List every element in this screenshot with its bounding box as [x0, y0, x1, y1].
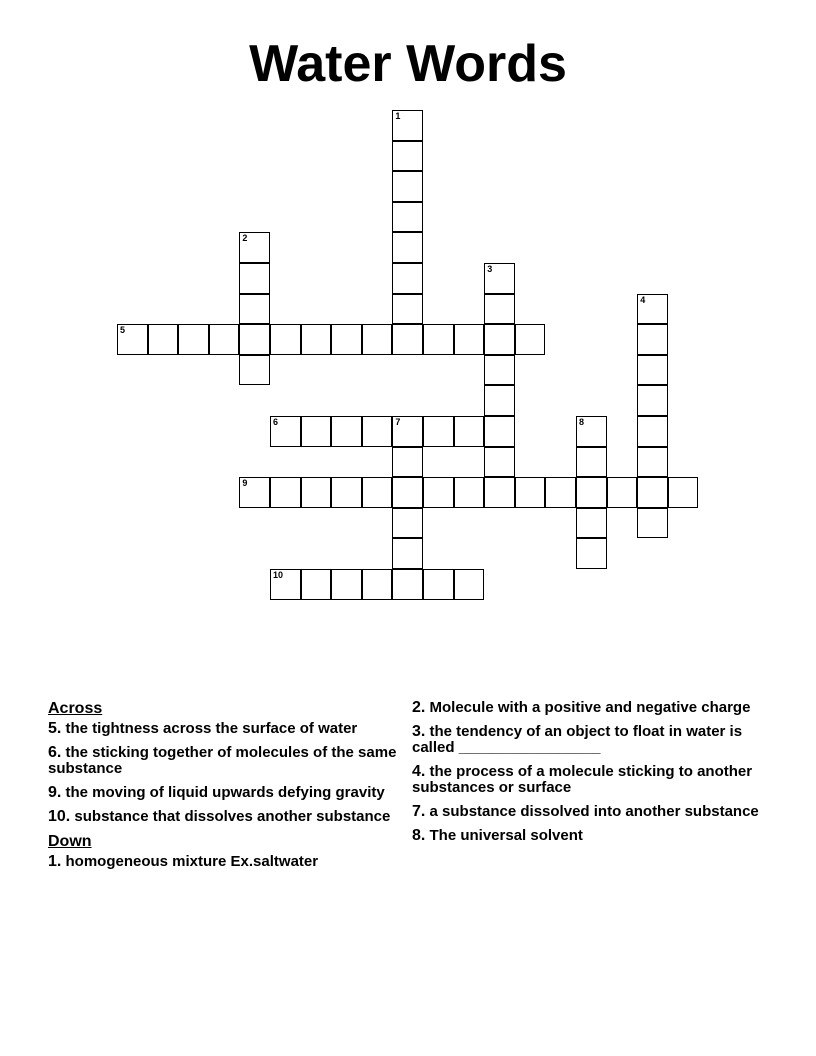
clue-number: 2.: [412, 699, 426, 716]
cell-number: 9: [242, 478, 248, 489]
grid-cell[interactable]: [270, 416, 301, 447]
clue-number: 3.: [412, 723, 426, 740]
grid-cell[interactable]: [148, 324, 179, 355]
cell-number: 8: [579, 417, 585, 427]
grid-cell[interactable]: [515, 477, 546, 508]
clue-text: the moving of liquid upwards defying gravity: [61, 784, 385, 801]
clue-across-6: [48, 745, 398, 777]
clues-left-column: [48, 700, 398, 878]
grid-cell[interactable]: [392, 569, 423, 600]
grid-cell[interactable]: [392, 141, 423, 172]
grid-cell[interactable]: [423, 416, 454, 447]
grid-cell[interactable]: [576, 477, 607, 508]
grid-cell[interactable]: [637, 477, 668, 508]
grid-cell[interactable]: [392, 477, 423, 508]
grid-cell[interactable]: [423, 324, 454, 355]
grid-cell[interactable]: [637, 324, 668, 355]
grid-cell[interactable]: [209, 324, 240, 355]
cell-number: 6: [273, 417, 279, 427]
clue-text: substance that dissolves another substance: [70, 808, 391, 825]
clue-number: 8.: [412, 827, 426, 844]
clue-text: homogeneous mixture Ex.saltwater: [61, 853, 319, 870]
grid-cell[interactable]: [239, 263, 270, 294]
cell-number: 1: [395, 111, 401, 121]
clues-right-column: [412, 700, 762, 852]
grid-cell[interactable]: [668, 477, 699, 508]
clue-down-3: [412, 724, 762, 756]
grid-cell[interactable]: [423, 569, 454, 600]
cell-number: 4: [640, 294, 646, 305]
grid-cell[interactable]: [392, 202, 423, 233]
grid-cell[interactable]: [362, 569, 393, 600]
grid-cell[interactable]: [576, 508, 607, 539]
grid-cell[interactable]: [331, 477, 362, 508]
grid-cell[interactable]: [545, 477, 576, 508]
grid-cell[interactable]: [239, 232, 270, 263]
cell-number: 3: [487, 264, 493, 274]
grid-cell[interactable]: [331, 324, 362, 355]
grid-cell[interactable]: [392, 294, 423, 325]
clue-text: Molecule with a positive and negative charge: [425, 699, 751, 716]
clue-number: 5.: [48, 720, 62, 737]
grid-cell[interactable]: [484, 447, 515, 478]
grid-cell[interactable]: [484, 324, 515, 355]
grid-cell[interactable]: [362, 477, 393, 508]
clue-number: 10.: [48, 808, 71, 825]
clue-down-7: [412, 804, 762, 820]
grid-cell[interactable]: [239, 477, 270, 508]
grid-cell[interactable]: [423, 477, 454, 508]
clue-text: the tendency of an object to float in water is called _________________: [412, 723, 743, 756]
clue-text: The universal solvent: [425, 827, 583, 844]
grid-cell[interactable]: [454, 569, 485, 600]
cell-number: 10: [273, 570, 284, 580]
grid-cell[interactable]: [270, 324, 301, 355]
grid-cell[interactable]: [117, 324, 148, 355]
grid-cell[interactable]: [637, 294, 668, 325]
grid-cell[interactable]: [270, 569, 301, 600]
down-heading: Down: [48, 833, 92, 850]
clue-number: 7.: [412, 803, 426, 820]
clue-across-9: [48, 785, 398, 801]
clue-number: 9.: [48, 784, 62, 801]
grid-cell[interactable]: [392, 232, 423, 263]
grid-cell[interactable]: [239, 324, 270, 355]
grid-cell[interactable]: [392, 171, 423, 202]
grid-cell[interactable]: [301, 569, 332, 600]
grid-cell[interactable]: [392, 263, 423, 294]
grid-cell[interactable]: [178, 324, 209, 355]
grid-cell[interactable]: [239, 355, 270, 386]
grid-cell[interactable]: [270, 477, 301, 508]
clue-down-1: [48, 854, 398, 870]
grid-cell[interactable]: [392, 538, 423, 569]
grid-cell[interactable]: [607, 477, 638, 508]
grid-cell[interactable]: [576, 416, 607, 447]
grid-cell[interactable]: [515, 324, 546, 355]
grid-cell[interactable]: [239, 294, 270, 325]
cell-number: 5: [120, 325, 126, 336]
grid-cell[interactable]: [301, 477, 332, 508]
grid-cell[interactable]: [637, 416, 668, 447]
clue-across-5: [48, 721, 398, 737]
puzzle-title: Water Words: [249, 35, 567, 93]
grid-cell[interactable]: [637, 447, 668, 478]
grid-cell[interactable]: [484, 477, 515, 508]
grid-cell[interactable]: [392, 508, 423, 539]
grid-cell[interactable]: [301, 416, 332, 447]
grid-cell[interactable]: [331, 416, 362, 447]
grid-cell[interactable]: [331, 569, 362, 600]
grid-cell[interactable]: [454, 324, 485, 355]
grid-cell[interactable]: [484, 355, 515, 386]
clue-down-4: [412, 764, 762, 796]
grid-cell[interactable]: [454, 477, 485, 508]
grid-cell[interactable]: [637, 508, 668, 539]
grid-cell[interactable]: [484, 263, 515, 294]
clue-down-8: [412, 828, 762, 844]
grid-cell[interactable]: [362, 416, 393, 447]
clue-text: the process of a molecule sticking to another substances or surface: [412, 763, 753, 796]
grid-cell[interactable]: [637, 385, 668, 416]
grid-cell[interactable]: [362, 324, 393, 355]
grid-cell[interactable]: [484, 294, 515, 325]
clue-number: 4.: [412, 763, 426, 780]
grid-cell[interactable]: [576, 538, 607, 569]
grid-cell[interactable]: [637, 355, 668, 386]
grid-cell[interactable]: [454, 416, 485, 447]
grid-cell[interactable]: [392, 447, 423, 478]
across-heading: Across: [48, 700, 103, 717]
grid-cell[interactable]: [301, 324, 332, 355]
clue-text: the sticking together of molecules of the same substance: [48, 744, 397, 777]
grid-cell[interactable]: [576, 447, 607, 478]
grid-cell[interactable]: [392, 110, 423, 141]
grid-cell[interactable]: [392, 416, 423, 447]
cell-number: 7: [395, 417, 401, 427]
clue-text: the tightness across the surface of water: [61, 720, 358, 737]
clue-text: a substance dissolved into another substance: [425, 803, 759, 820]
cell-number: 2: [242, 233, 248, 244]
clue-down-2: [412, 700, 762, 716]
grid-cell[interactable]: [484, 416, 515, 447]
grid-cell[interactable]: [392, 324, 423, 355]
grid-cell[interactable]: [484, 385, 515, 416]
clue-across-10: [48, 809, 398, 825]
clue-number: 6.: [48, 744, 62, 761]
clue-number: 1.: [48, 853, 62, 870]
